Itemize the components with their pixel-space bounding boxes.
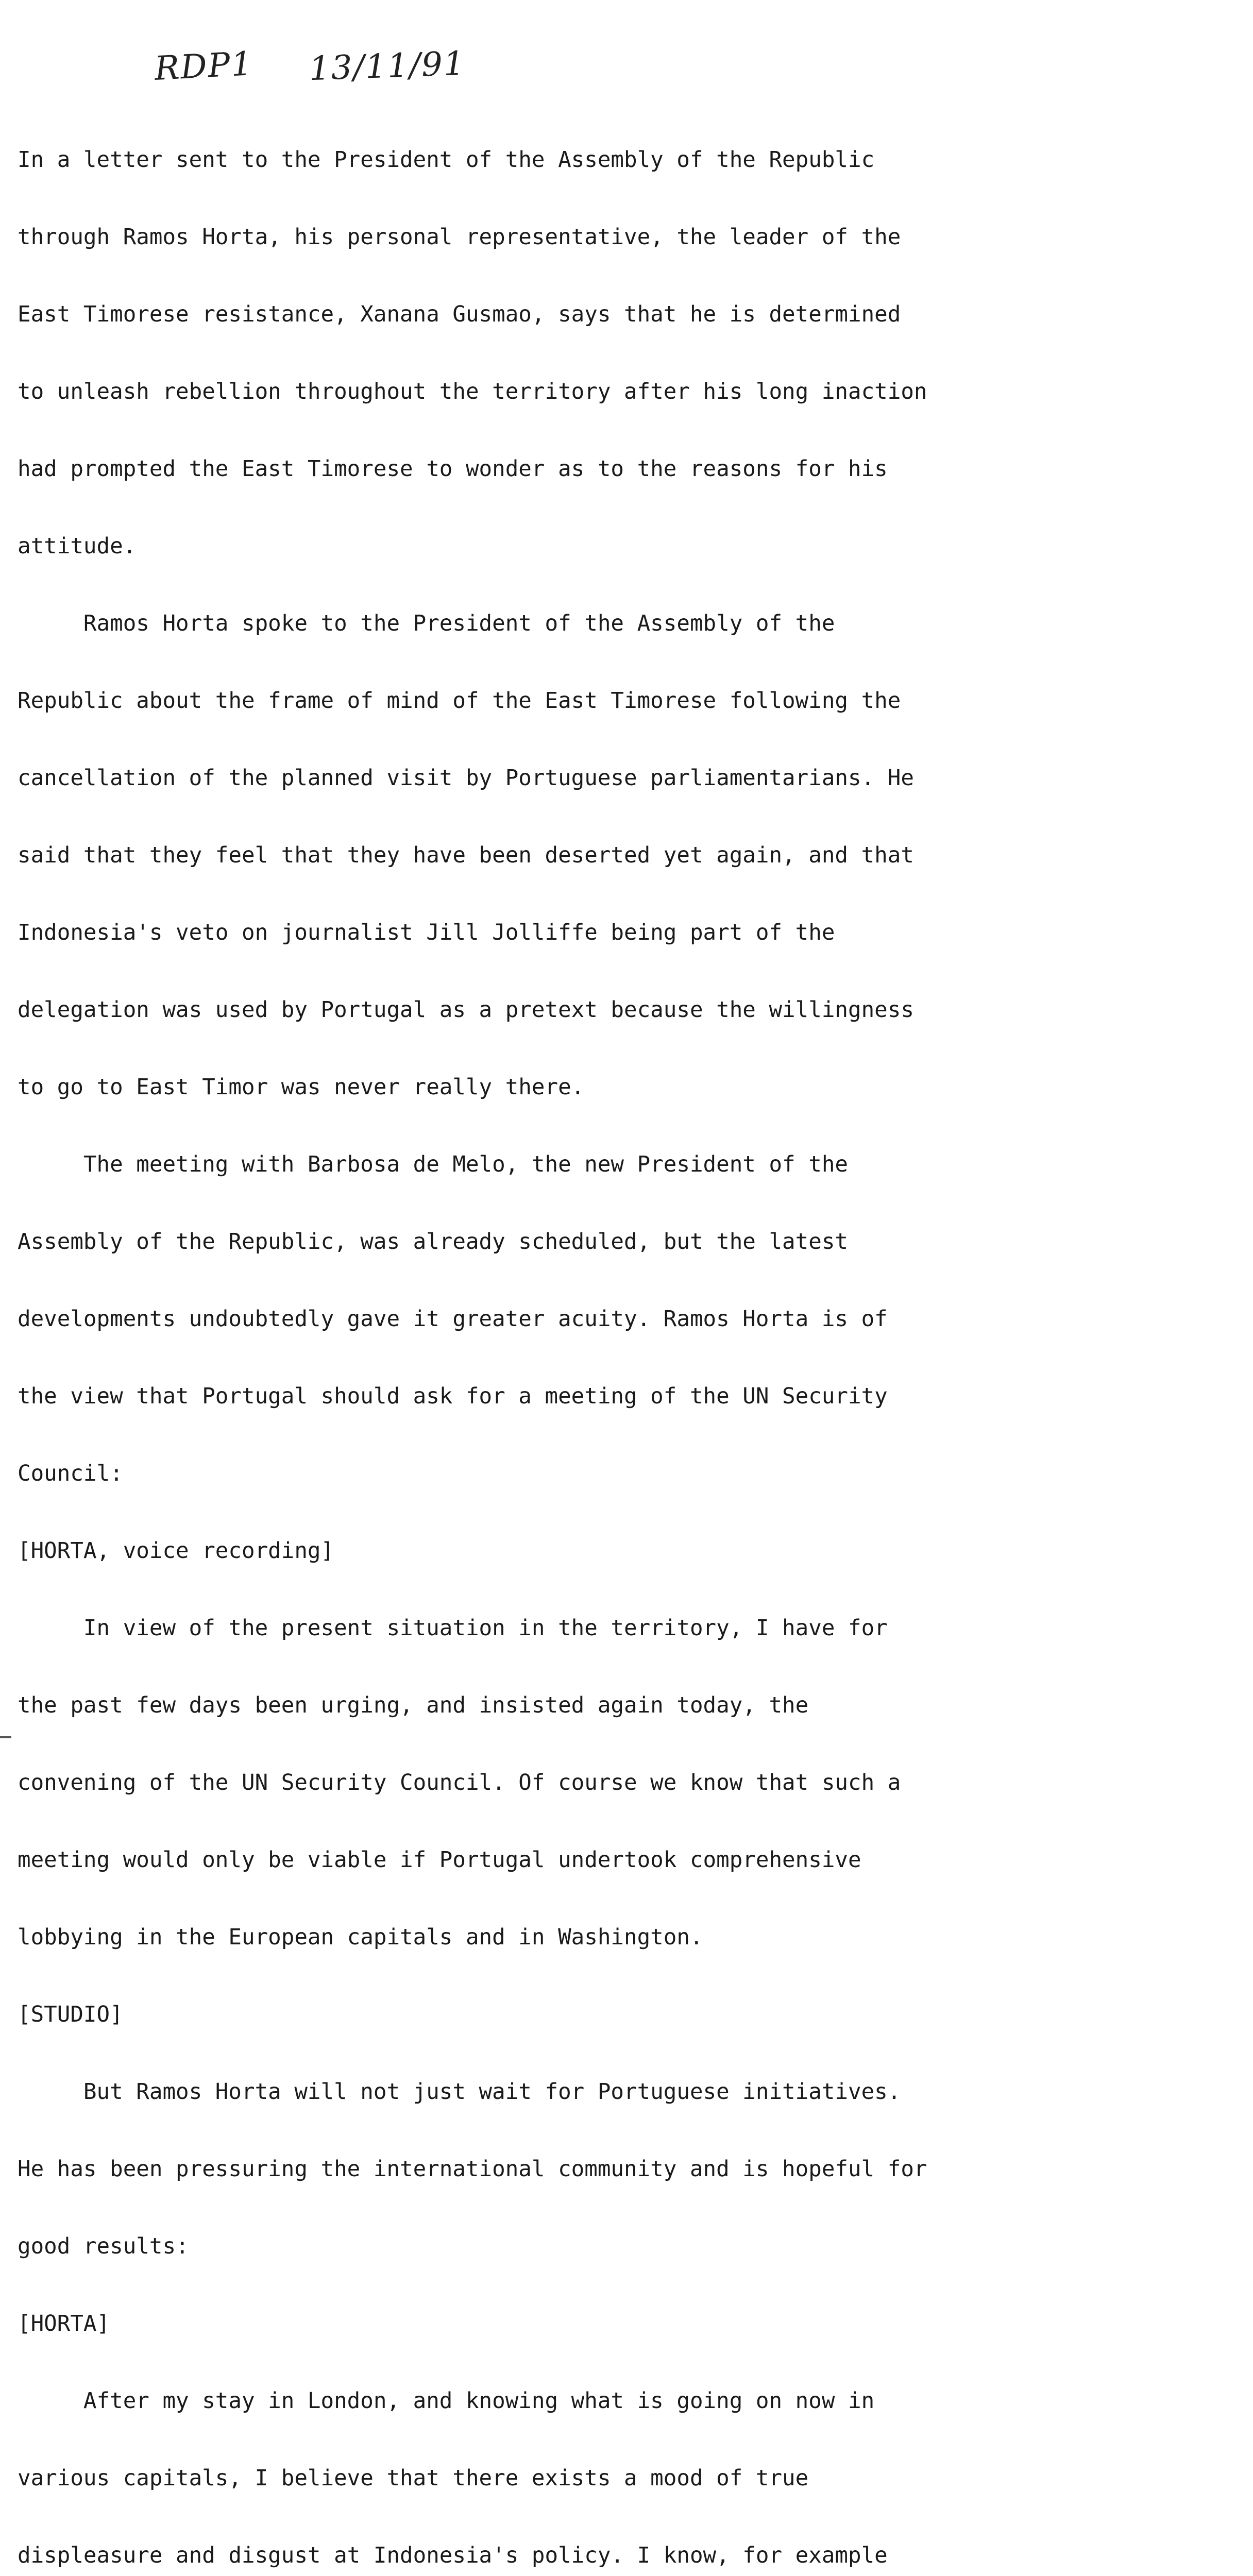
text-line: He has been pressuring the international community and is hopeful for [18, 2157, 927, 2182]
text-line: Assembly of the Republic, was already scheduled, but the latest [18, 1229, 848, 1255]
text-line: convening of the UN Security Council. Of course we know that such a [18, 1770, 901, 1795]
text-line: lobbying in the European capitals and in Washington. [18, 1925, 703, 1950]
text-line: developments undoubtedly gave it greater acuity. Ramos Horta is of [18, 1307, 888, 1332]
text-line: to unleash rebellion throughout the territory after his long inaction [18, 379, 927, 404]
text-line: Republic about the frame of mind of the East Timorese following the [18, 688, 901, 714]
speaker-tag: [HORTA, voice recording] [18, 1538, 334, 1564]
text-line: In a letter sent to the President of the Assembly of the Republic [18, 147, 875, 173]
scan-edge-mark [0, 1736, 11, 1738]
text-line: Council: [18, 1461, 123, 1486]
text-line: East Timorese resistance, Xanana Gusmao, says that he is determined [18, 302, 901, 327]
text-line: the past few days been urging, and insisted again today, the [18, 1693, 809, 1718]
text-line: Ramos Horta spoke to the President of the Assembly of the [18, 611, 835, 636]
text-line: good results: [18, 2234, 189, 2259]
text-line: displeasure and disgust at Indonesia's policy. I know, for example [18, 2543, 888, 2568]
text-line: But Ramos Horta will not just wait for Portuguese initiatives. [18, 2079, 901, 2105]
text-line: meeting would only be viable if Portugal undertook comprehensive [18, 1848, 861, 1873]
handwritten-date: 13/11/91 [308, 44, 466, 89]
text-line: to go to East Timor was never really there. [18, 1075, 585, 1100]
text-line: In view of the present situation in the territory, I have for [18, 1616, 888, 1641]
speaker-tag: [HORTA] [18, 2311, 110, 2336]
text-line: through Ramos Horta, his personal representative, the leader of the [18, 225, 901, 250]
text-line: delegation was used by Portugal as a pretext because the willingness [18, 997, 914, 1023]
text-line: various capitals, I believe that there exists a mood of true [18, 2466, 809, 2491]
text-line: attitude. [18, 534, 137, 559]
speaker-tag: [STUDIO] [18, 2002, 123, 2027]
transcript-body [18, 96, 1177, 2576]
text-line: the view that Portugal should ask for a meeting of the UN Security [18, 1384, 888, 1409]
text-line: Indonesia's veto on journalist Jill Jolliffe being part of the [18, 920, 835, 945]
text-line: had prompted the East Timorese to wonder as to the reasons for his [18, 456, 888, 482]
text-line: cancellation of the planned visit by Portuguese parliamentarians. He [18, 766, 914, 791]
text-line: The meeting with Barbosa de Melo, the new President of the [18, 1152, 848, 1177]
handwritten-reference: RDP1 [154, 45, 255, 88]
text-line: After my stay in London, and knowing what is going on now in [18, 2388, 875, 2414]
text-line: said that they feel that they have been deserted yet again, and that [18, 843, 914, 868]
